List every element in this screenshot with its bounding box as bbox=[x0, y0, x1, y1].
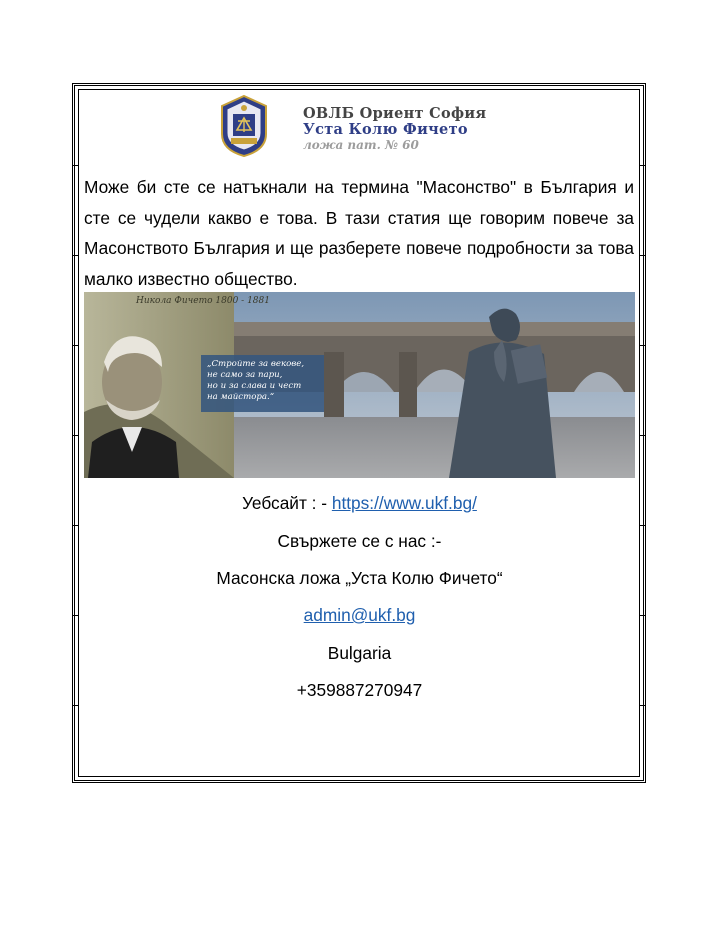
banner-image bbox=[84, 292, 635, 478]
lodge-crest-icon bbox=[218, 94, 270, 158]
website-line bbox=[76, 493, 643, 514]
quote-line: „Стройте за векове, bbox=[207, 359, 305, 369]
lodge-logo bbox=[218, 94, 518, 160]
logo-lodge-number: ложа пат. № 60 bbox=[303, 138, 419, 152]
logo-lodge-name: Уста Колю Фичето bbox=[303, 121, 468, 138]
email-link[interactable]: admin@ukf.bg bbox=[303, 605, 416, 625]
quote-line: не само за пари, bbox=[207, 370, 283, 380]
lodge-name: Масонска ложа „Уста Колю Фичето“ bbox=[216, 568, 503, 588]
country: Bulgaria bbox=[327, 643, 392, 663]
website-link[interactable]: https://www.ukf.bg/ bbox=[331, 493, 477, 513]
email-line bbox=[76, 605, 643, 626]
phone-number: +359887270947 bbox=[296, 680, 423, 700]
logo-title: ОВЛБ Ориент София bbox=[303, 105, 487, 122]
lodge-logo-text bbox=[303, 106, 486, 153]
contact-us-heading: Свържете се с нас :- bbox=[277, 531, 442, 551]
website-label: Уебсайт : - bbox=[242, 493, 332, 513]
intro-paragraph: Може би сте се натъкнали на термина "Масонство" в България и сте се чудели какво е това. В тази статия ще говорим повече за Масонството България и ще разберете повече подробности за това малко известно общество. bbox=[84, 177, 634, 289]
quote-box bbox=[201, 355, 324, 412]
quote-line: но и за слава и чест bbox=[207, 381, 302, 391]
quote-line: на майстора.“ bbox=[207, 392, 275, 402]
banner-illustration bbox=[84, 292, 635, 478]
banknote-caption: Никола Фичето 1800 - 1881 bbox=[136, 296, 270, 306]
